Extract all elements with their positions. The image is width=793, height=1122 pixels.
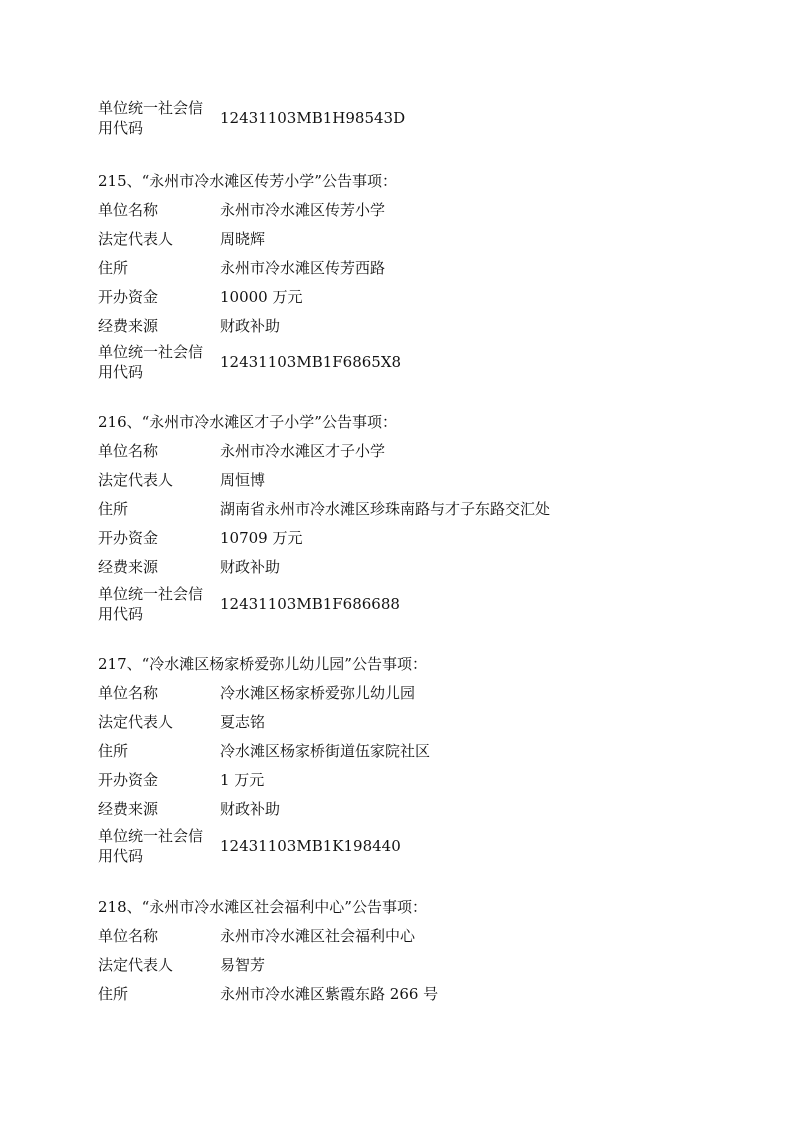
unit-name-label: 单位名称 [98, 684, 159, 702]
address-label: 住所 [98, 259, 129, 277]
address-value: 冷水滩区杨家桥街道伍家院社区 [220, 742, 431, 760]
notice-heading: 216、“永州市冷水滩区才子小学”公告事项： [98, 413, 397, 431]
funding-value: 财政补助 [220, 317, 281, 335]
unit-name-label: 单位名称 [98, 201, 159, 219]
notice-heading: 218、“永州市冷水滩区社会福利中心”公告事项： [98, 898, 427, 916]
address-label: 住所 [98, 985, 129, 1003]
funding-label: 经费来源 [98, 317, 159, 335]
legal-rep-label: 法定代表人 [98, 713, 174, 731]
address-label: 住所 [98, 742, 129, 760]
credit-code-value: 12431103MB1H98543D [220, 109, 406, 127]
unit-name-value: 永州市冷水滩区传芳小学 [220, 201, 386, 219]
unit-name-value: 永州市冷水滩区社会福利中心 [220, 927, 416, 945]
capital-label: 开办资金 [98, 529, 159, 547]
capital-value: 10000 万元 [220, 288, 303, 306]
funding-label: 经费来源 [98, 800, 159, 818]
legal-rep-label: 法定代表人 [98, 230, 174, 248]
credit-code-value: 12431103MB1F686688 [220, 595, 400, 613]
credit-code-label: 单位统一社会信用代码 [98, 585, 204, 623]
unit-name-value: 冷水滩区杨家桥爱弥儿幼儿园 [220, 684, 416, 702]
unit-name-value: 永州市冷水滩区才子小学 [220, 442, 386, 460]
legal-rep-label: 法定代表人 [98, 956, 174, 974]
address-value: 永州市冷水滩区传芳西路 [220, 259, 386, 277]
credit-code-value: 12431103MB1F6865X8 [220, 353, 402, 371]
credit-code-label: 单位统一社会信用代码 [98, 827, 204, 865]
notice-heading: 217、“冷水滩区杨家桥爱弥儿幼儿园”公告事项： [98, 655, 427, 673]
notice-heading: 215、“永州市冷水滩区传芳小学”公告事项： [98, 172, 397, 190]
credit-code-value: 12431103MB1K198440 [220, 837, 401, 855]
credit-code-label: 单位统一社会信用代码 [98, 343, 204, 381]
legal-rep-label: 法定代表人 [98, 471, 174, 489]
capital-value: 10709 万元 [220, 529, 303, 547]
legal-rep-value: 周晓辉 [220, 230, 266, 248]
capital-label: 开办资金 [98, 288, 159, 306]
unit-name-label: 单位名称 [98, 927, 159, 945]
address-value: 永州市冷水滩区紫霞东路 266 号 [220, 985, 439, 1003]
capital-label: 开办资金 [98, 771, 159, 789]
funding-label: 经费来源 [98, 558, 159, 576]
unit-name-label: 单位名称 [98, 442, 159, 460]
legal-rep-value: 周恒博 [220, 471, 266, 489]
credit-code-label: 单位统一社会信用代码 [98, 99, 204, 137]
legal-rep-value: 夏志铭 [220, 713, 266, 731]
funding-value: 财政补助 [220, 558, 281, 576]
capital-value: 1 万元 [220, 771, 265, 789]
legal-rep-value: 易智芳 [220, 956, 266, 974]
funding-value: 财政补助 [220, 800, 281, 818]
address-value: 湖南省永州市冷水滩区珍珠南路与才子东路交汇处 [220, 500, 551, 518]
address-label: 住所 [98, 500, 129, 518]
